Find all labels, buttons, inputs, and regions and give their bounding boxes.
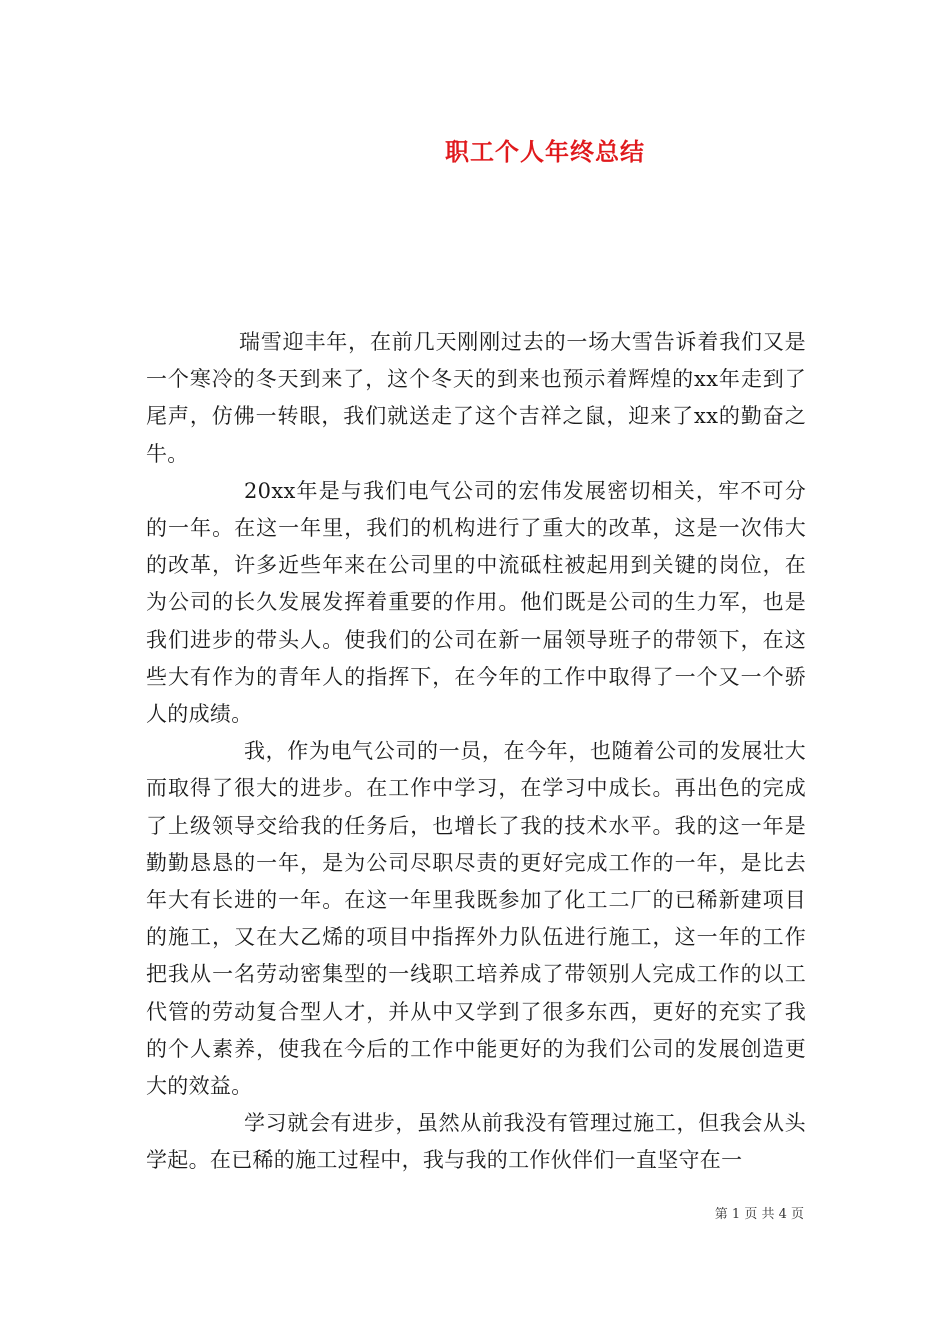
paragraph-3: 我，作为电气公司的一员，在今年，也随着公司的发展壮大而取得了很大的进步。在工作中学习，在学习中成长。再出色的完成了上级领导交给我的任务后，也增长了我的技术水平。我的这一年是勤勤恳恳的一年，是为公司尽职尽责的更好完成工作的一年，是比去年大有长进的一年。在这一年里我既参加了化工二厂的已稀新建项目的施工，又在大乙烯的项目中指挥外力队伍进行施工，这一年的工作把我从一名劳动密集型的一线职工培养成了带领别人完成工作的以工代管的劳动复合型人才，并从中又学到了很多东西，更好的充实了我的个人素养，使我在今后的工作中能更好的为我们公司的发展创造更大的效益。 bbox=[146, 739, 806, 1099]
paragraph-2: 20xx年是与我们电气公司的宏伟发展密切相关，牢不可分的一年。在这一年里，我们的机构进行了重大的改革，这是一次伟大的改革，许多近些年来在公司里的中流砥柱被起用到关键的岗位，在为公司的长久发展发挥着重要的作用。他们既是公司的生力军，也是我们进步的带头人。使我们的公司在新一届领导班子的带领下，在这些大有作为的青年人的指挥下，在今年的工作中取得了一个又一个骄人的成绩。 bbox=[146, 478, 806, 727]
document-body bbox=[146, 324, 806, 1180]
page-number: 第 1 页 共 4 页 bbox=[714, 1207, 804, 1222]
paragraph-1: 瑞雪迎丰年，在前几天刚刚过去的一场大雪告诉着我们又是一个寒冷的冬天到来了，这个冬天的到来也预示着辉煌的xx年走到了尾声，仿佛一转眼，我们就送走了这个吉祥之鼠，迎来了xx的勤奋之牛。 bbox=[146, 330, 806, 466]
document-title: 职工个人年终总结 bbox=[445, 137, 645, 166]
paragraph-4: 学习就会有进步，虽然从前我没有管理过施工，但我会从头学起。在已稀的施工过程中，我与我的工作伙伴们一直坚守在一 bbox=[146, 1111, 806, 1173]
